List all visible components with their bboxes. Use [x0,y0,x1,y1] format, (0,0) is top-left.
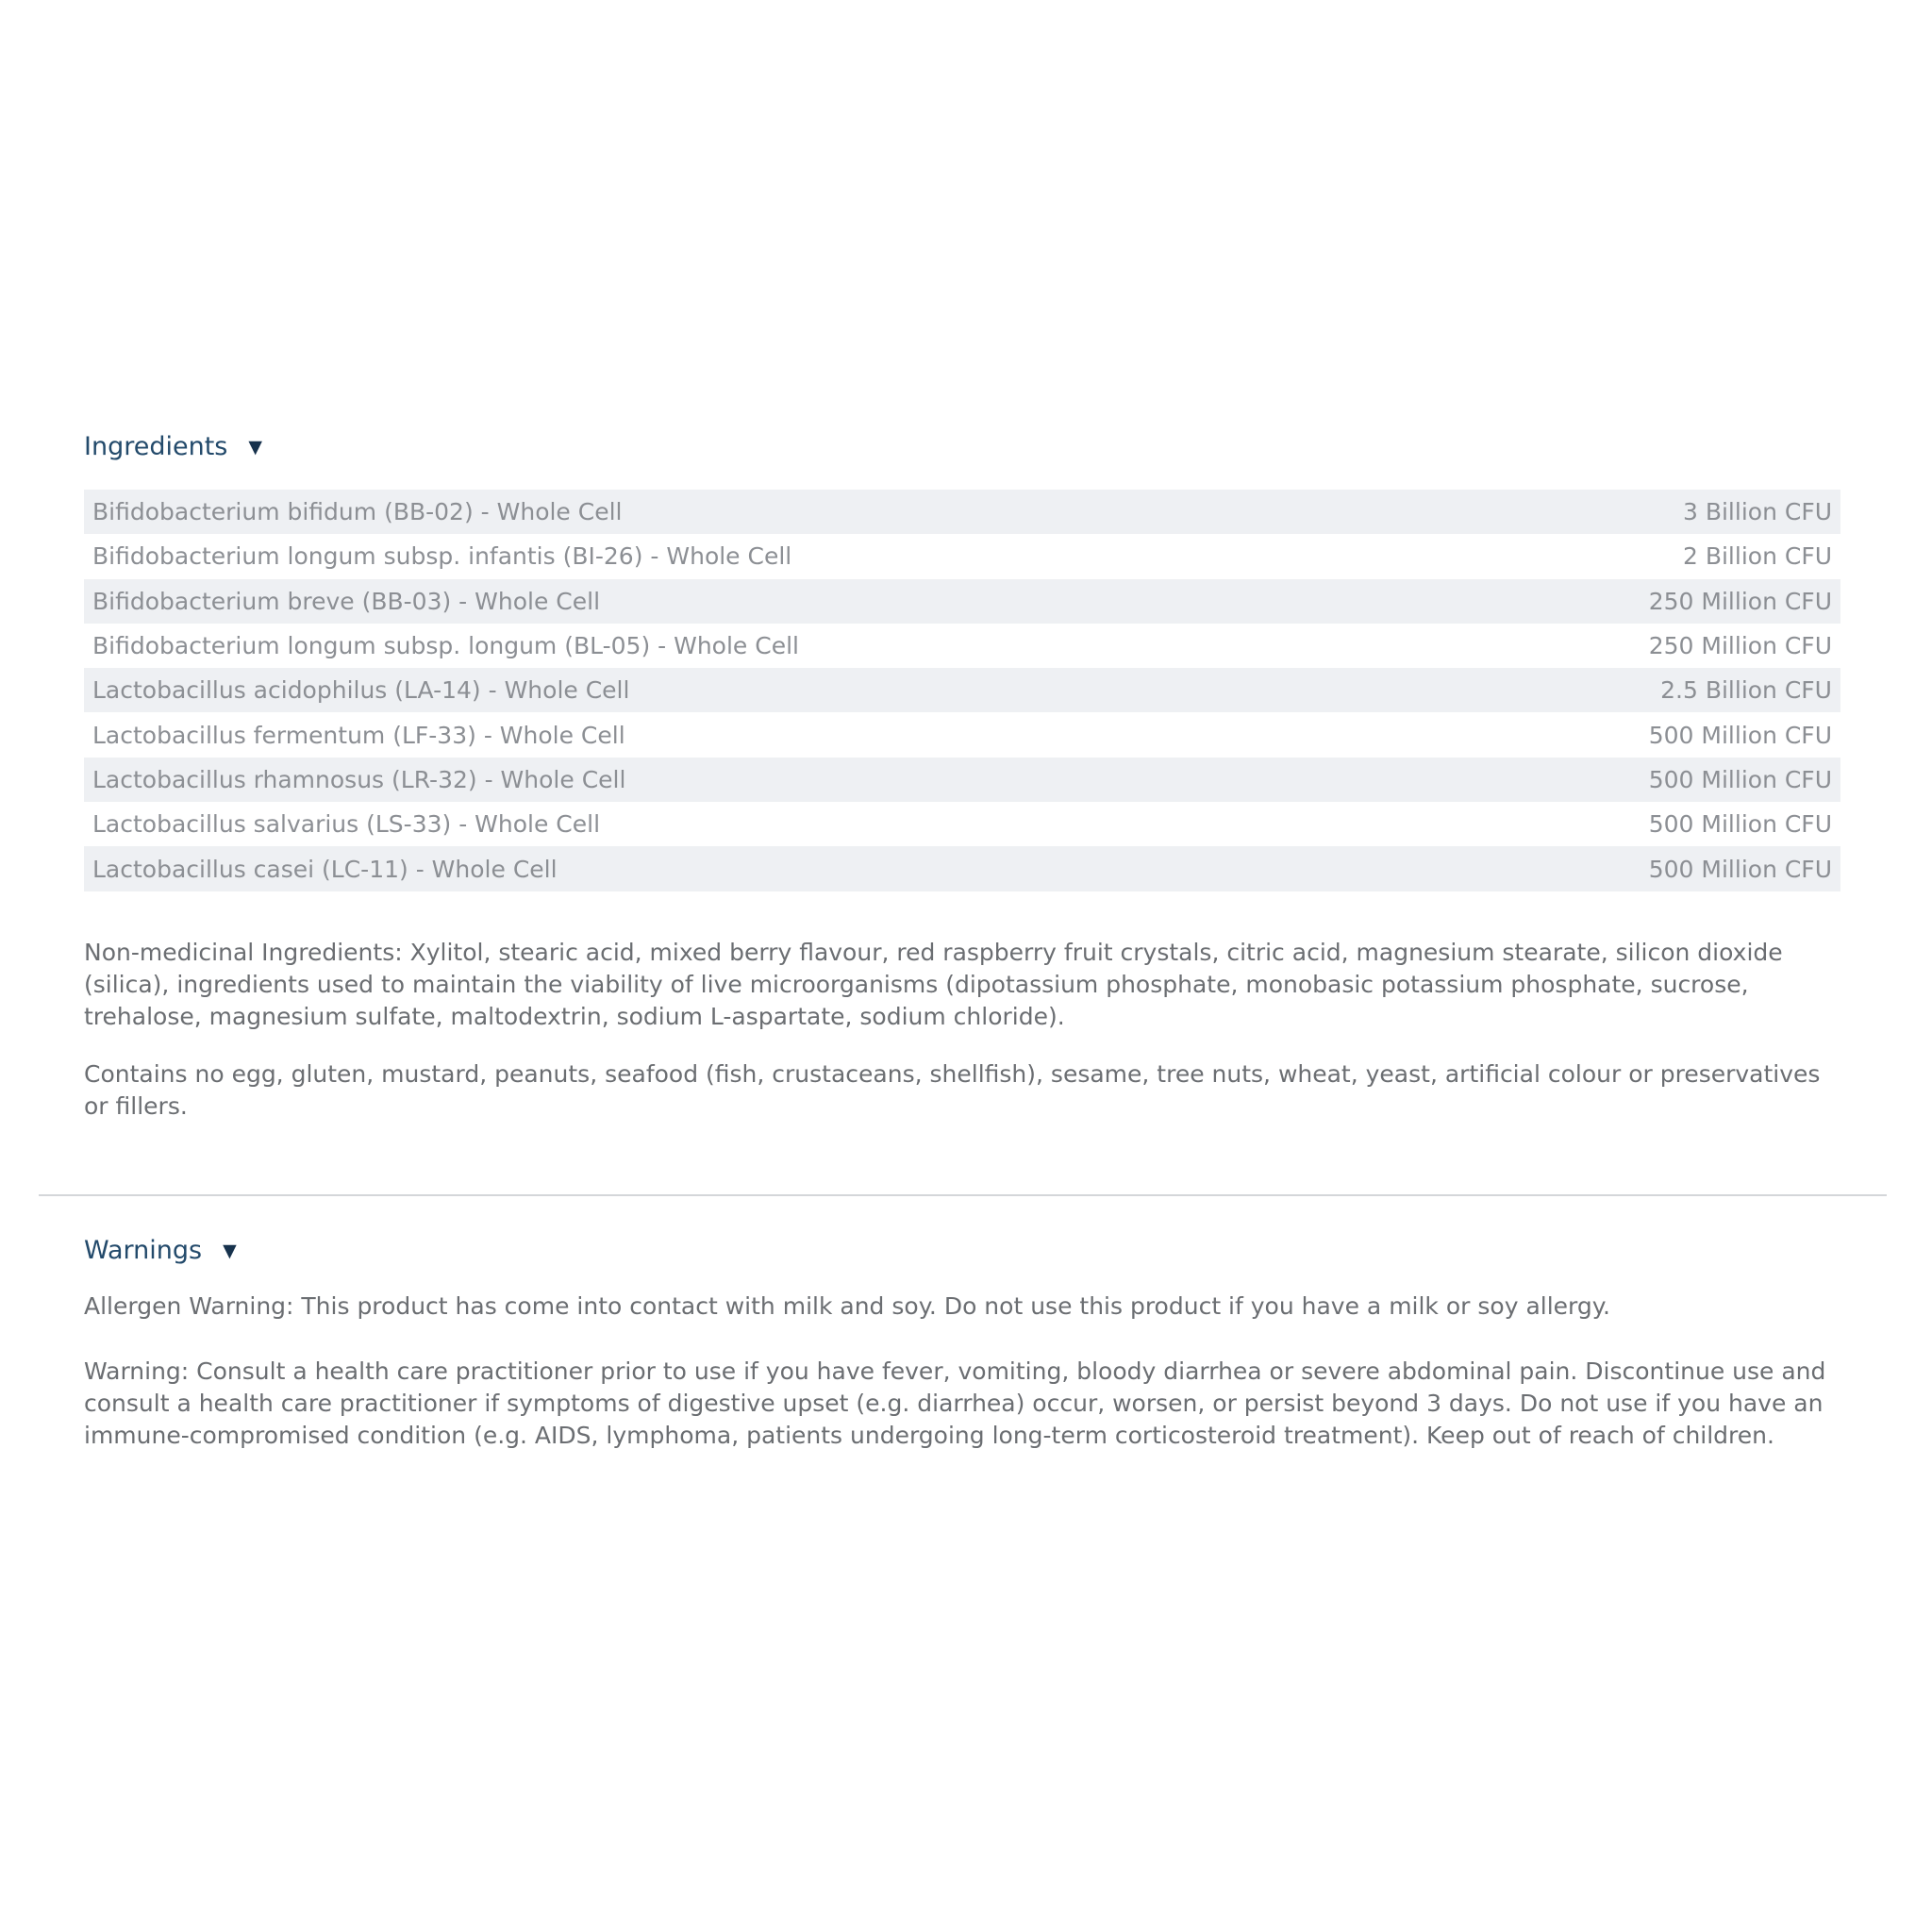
ingredients-table [84,490,1840,891]
ingredient-amount: 3 Billion CFU [1682,498,1832,526]
ingredient-name: Bifidobacterium longum subsp. infantis (BI-26) - Whole Cell [92,542,792,571]
allergen-free-statement: Contains no egg, gluten, mustard, peanuts, seafood (fish, crustaceans, shellfish), sesame, tree nuts, wheat, yeast, artificial colour or preservatives or fillers. [84,1060,1821,1120]
allergen-warning-text: Allergen Warning: This product has come into contact with milk and soy. Do not use this product if you have a milk or soy allergy. [84,1292,1610,1320]
ingredient-amount: 500 Million CFU [1648,810,1832,839]
ingredient-name: Lactobacillus casei (LC-11) - Whole Cell [92,855,558,883]
ingredient-name: Lactobacillus rhamnosus (LR-32) - Whole Cell [92,765,626,793]
caret-down-icon: ▼ [248,436,262,458]
section-divider [39,1194,1887,1196]
ingredient-amount: 250 Million CFU [1648,632,1832,660]
ingredients-title: Ingredients [84,432,228,461]
table-row [84,712,1840,757]
ingredient-name: Lactobacillus fermentum (LF-33) - Whole Cell [92,721,625,749]
ingredient-amount: 250 Million CFU [1648,587,1832,615]
ingredient-amount: 2.5 Billion CFU [1660,676,1832,705]
ingredient-amount: 500 Million CFU [1648,855,1832,883]
ingredient-amount: 2 Billion CFU [1682,542,1832,571]
table-row [84,758,1840,802]
ingredient-name: Bifidobacterium longum subsp. longum (BL-05) - Whole Cell [92,632,799,660]
ingredients-toggle[interactable] [84,432,262,461]
table-row [84,802,1840,846]
ingredient-amount: 500 Million CFU [1648,721,1832,749]
ingredient-name: Lactobacillus salvarius (LS-33) - Whole Cell [92,810,601,839]
table-row [84,579,1840,624]
table-row [84,624,1840,668]
ingredient-name: Bifidobacterium bifidum (BB-02) - Whole Cell [92,498,623,526]
ingredient-name: Lactobacillus acidophilus (LA-14) - Whole Cell [92,676,630,705]
table-row [84,668,1840,712]
table-row [84,534,1840,578]
ingredient-amount: 500 Million CFU [1648,765,1832,793]
table-row [84,490,1840,534]
caret-down-icon: ▼ [223,1240,237,1261]
table-row [84,846,1840,891]
warnings-title: Warnings [84,1236,203,1265]
ingredient-name: Bifidobacterium breve (BB-03) - Whole Cell [92,587,601,615]
general-warning-text: Warning: Consult a health care practitioner prior to use if you have fever, vomiting, bloody diarrhea or severe abdominal pain. Discontinue use and consult a health care practitioner if symptoms of digestive upset (e.g. diarrhea) occur, worsen, or persist beyond 3 days. Do not use if you have an immune-compromised condition (e.g. AIDS, lymphoma, patients undergoing long-term corticosteroid treatment). Keep out of reach of children. [84,1357,1826,1449]
non-medicinal-ingredients-text: Non-medicinal Ingredients: Xylitol, stearic acid, mixed berry flavour, red raspberry fruit crystals, citric acid, magnesium stearate, silicon dioxide (silica), ingredients used to maintain the viability of live microorganisms (dipotassium phosphate, monobasic potassium phosphate, sucrose, trehalose, magnesium sulfate, maltodextrin, sodium L-aspartate, sodium chloride). [84,939,1783,1030]
warnings-toggle[interactable] [84,1236,237,1265]
